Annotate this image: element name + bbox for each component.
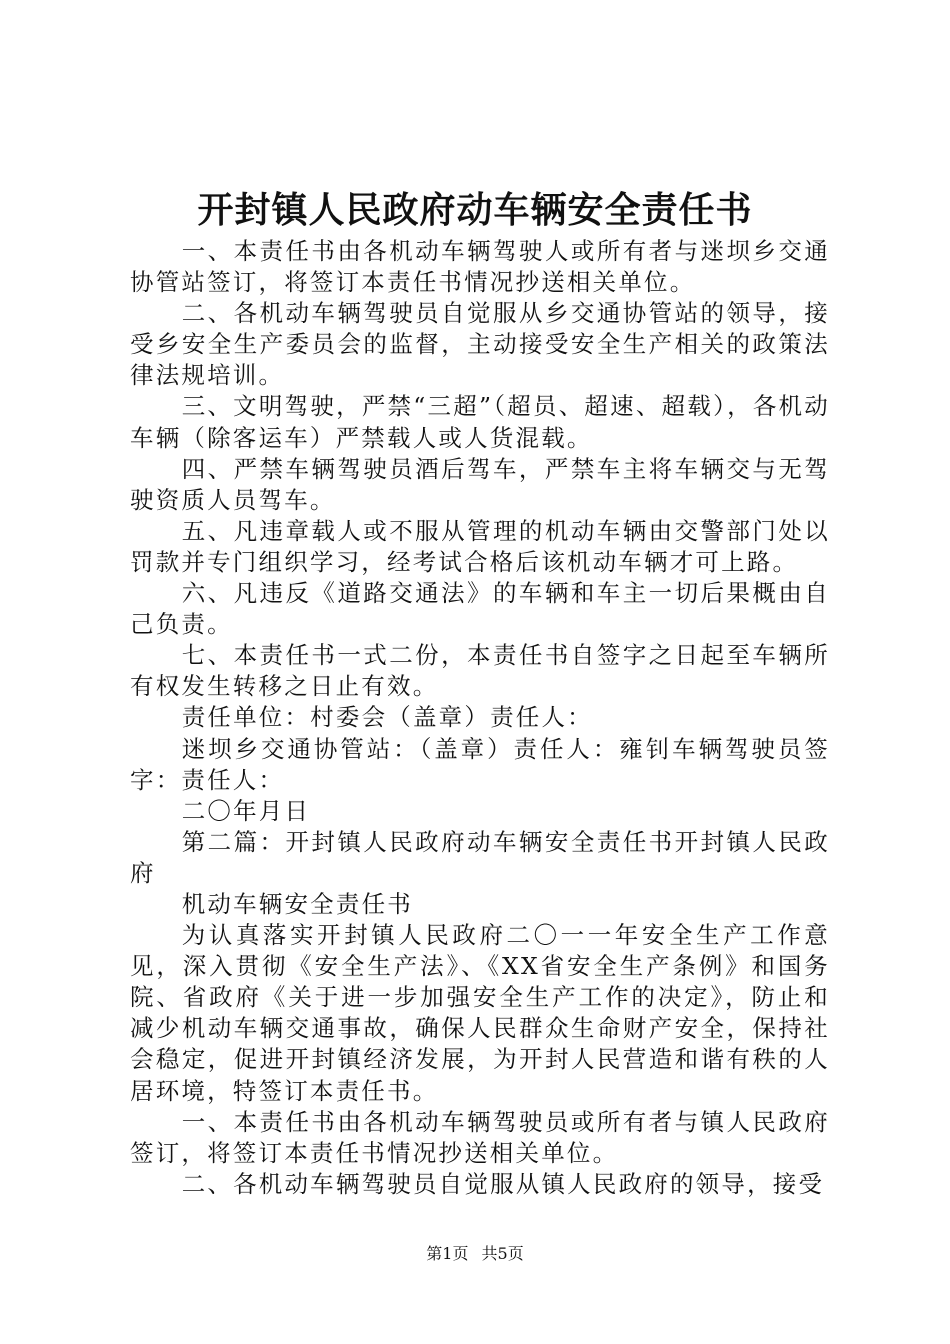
page-footer bbox=[0, 1243, 950, 1265]
page-number: 第1页 bbox=[426, 1244, 469, 1263]
signature-line: 迷坝乡交通协管站：（盖章）责任人：雍钊车辆驾驶员签字：责任人： bbox=[130, 734, 830, 794]
document-title: 开封镇人民政府动车辆安全责任书 bbox=[197, 189, 753, 231]
paragraph-5: 五、凡违章载人或不服从管理的机动车辆由交警部门处以罚款并专门组织学习，经考试合格后该机动车辆才可上路。 bbox=[130, 516, 830, 576]
paragraph-9: 二、各机动车辆驾驶员自觉服从镇人民政府的领导，接受 bbox=[181, 1169, 825, 1198]
page-total: 共5页 bbox=[481, 1244, 524, 1263]
paragraph-6: 六、凡违反《道路交通法》的车辆和车主一切后果概由自己负责。 bbox=[130, 579, 830, 639]
paragraph-4: 四、严禁车辆驾驶员酒后驾车，严禁车主将车辆交与无驾驶资质人员驾车。 bbox=[130, 454, 830, 514]
date-line: 二〇年月日 bbox=[181, 796, 311, 825]
paragraph-2: 二、各机动车辆驾驶员自觉服从乡交通协管站的领导，接受乡安全生产委员会的监督，主动接受安全生产相关的政策法律法规培训。 bbox=[130, 299, 830, 390]
paragraph-3: 三、文明驾驶，严禁“三超”（超员、超速、超载），各机动车辆（除客运车）严禁载人或人货混载。 bbox=[130, 392, 830, 452]
paragraph-7: 七、本责任书一式二份，本责任书自签字之日起至车辆所有权发生转移之日止有效。 bbox=[130, 641, 830, 701]
responsible-unit-line: 责任单位：村委会（盖章）责任人： bbox=[181, 703, 593, 732]
paragraph-8: 一、本责任书由各机动车辆驾驶员或所有者与镇人民政府签订，将签订本责任书情况抄送相关单位。 bbox=[130, 1107, 830, 1167]
section-two-heading: 第二篇：开封镇人民政府动车辆安全责任书开封镇人民政府 bbox=[130, 827, 830, 887]
paragraph-intro: 为认真落实开封镇人民政府二〇一一年安全生产工作意见，深入贯彻《安全生产法》、《XX省安全生产条例》和国务院、省政府《关于进一步加强安全生产工作的决定》，防止和减少机动车辆交通事故，确保人民群众生命财产安全，保持社会稳定，促进开封镇经济发展，为开封人民营造和谐有秩的人居环境，特签订本责任书。 bbox=[130, 921, 830, 1105]
paragraph-1: 一、本责任书由各机动车辆驾驶人或所有者与迷坝乡交通协管站签订，将签订本责任书情况抄送相关单位。 bbox=[130, 237, 830, 297]
section-two-subtitle: 机动车辆安全责任书 bbox=[181, 889, 413, 918]
document-body bbox=[130, 236, 830, 1200]
